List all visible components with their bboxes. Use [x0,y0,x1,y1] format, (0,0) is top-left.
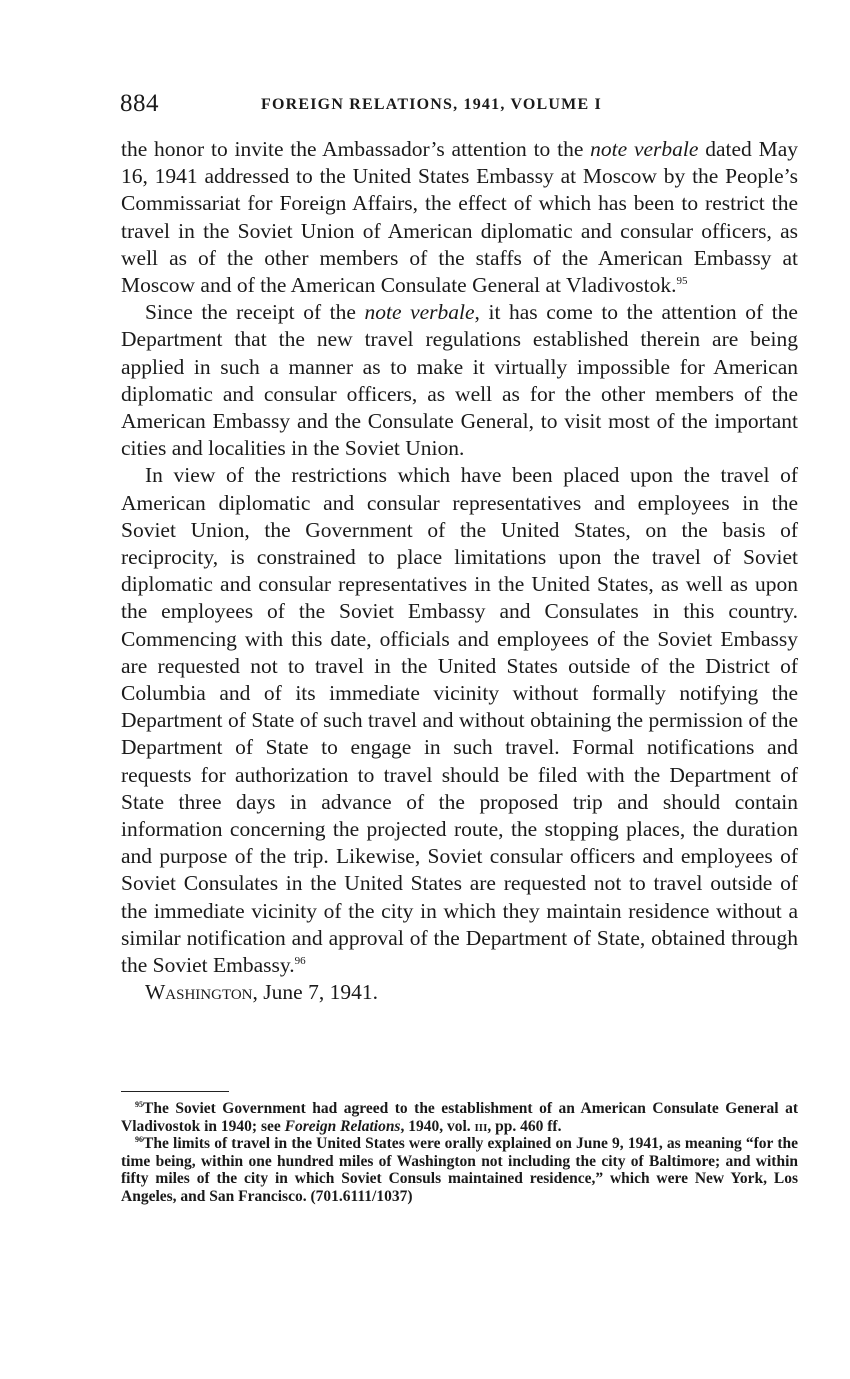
footnote-95-text-a: The Soviet Government had agreed to the establishment of an American Consulate General at Vladivostok in 1940; see [121,1100,798,1135]
paragraph-1-text-a: the honor to invite the Ambassador’s attention to the [121,137,591,161]
page-number: 884 [120,90,159,117]
footnote-marker-96: 96 [135,1135,143,1145]
note-verbale-term: note verbale [364,300,475,325]
paragraph-2-text-b: , it has come to the attention of the Department that the new travel regulations established therein are being applied in such a manner as to make it virtually impossible for American diplomatic and consular officers, as well as for the other members of the American Embassy and the Consulate General, to visit most of the important cities and localities in the Soviet Union. [121,300,798,461]
note-verbale-term: note verbale [590,137,699,161]
signoff-date: , June 7, 1941. [252,980,378,1005]
footnote-95 [121,1100,798,1135]
footnote-95-text-c: , pp. 460 ff. [487,1117,562,1135]
paragraph-1-text-b: dated May 16, 1941 addressed to the United States Embassy at Moscow by the People’s Commissariat for Foreign Affairs, the effect of which has been to restrict the travel in the Soviet Union of American diplomatic and consular officers, as well as of the other members of the staffs of the American Embassy at Moscow and of the American Consulate General at Vladivostok. [121,137,798,298]
footnote-96-text: The limits of travel in the United States were orally explained on June 9, 1941, as meaning “for the time being, within one hundred miles of Washington not including the city of Baltimore; and within fifty miles of the city in which Soviet Consuls maintained residence,” which were New York, Los Angeles, and San Francisco. (701.6111/1037) [121,1135,798,1205]
footnote-marker-95: 95 [135,1100,143,1109]
document-body [121,136,798,1007]
footnote-divider [121,1091,229,1092]
paragraph-1 [121,136,798,299]
running-head: FOREIGN RELATIONS, 1941, VOLUME I [261,96,602,113]
paragraph-2-text-a: Since the receipt of the [145,300,365,325]
paragraph-2 [121,299,798,462]
paragraph-3-text: In view of the restrictions which have been placed upon the travel of American diplomatic and consular representatives and employees in the Soviet Union, the Government of the United States, on the basis of reciprocity, is constrained to place limitations upon the travel of Soviet diplomatic and consular representatives in the United States, as well as upon the employees of the Soviet Embassy and Consulates in this country. Commencing with this date, officials and employees of the Soviet Embassy are requested not to travel in the United States outside of the District of Columbia and of its immediate vicinity without formally notifying the Department of State of such travel and without obtaining the permission of the Department of State to engage in such travel. Formal notifications and requests for authorization to travel should be filed with the Department of State three days in advance of the proposed trip and should contain information concerning the projected route, the stopping places, the duration and purpose of the trip. Likewise, Soviet consular officers and employees of Soviet Consulates in the United States are requested not to travel outside of the immediate vicinity of the city in which they maintain residence without a similar notification and approval of the Department of State, obtained through the Soviet Embassy. [121,463,798,978]
footnote-96 [121,1135,798,1205]
footnote-ref-95: 95 [676,275,688,288]
footnote-ref-96: 96 [294,955,306,968]
signoff [121,979,798,1006]
footnotes [121,1100,798,1206]
paragraph-3 [121,462,798,979]
footnote-95-title: Foreign Relations [284,1117,401,1135]
signoff-place: Washington [145,980,253,1005]
footnote-95-text-b: , 1940, vol. [400,1117,475,1135]
page-header [120,90,798,120]
footnote-95-volume: iii [474,1117,488,1135]
